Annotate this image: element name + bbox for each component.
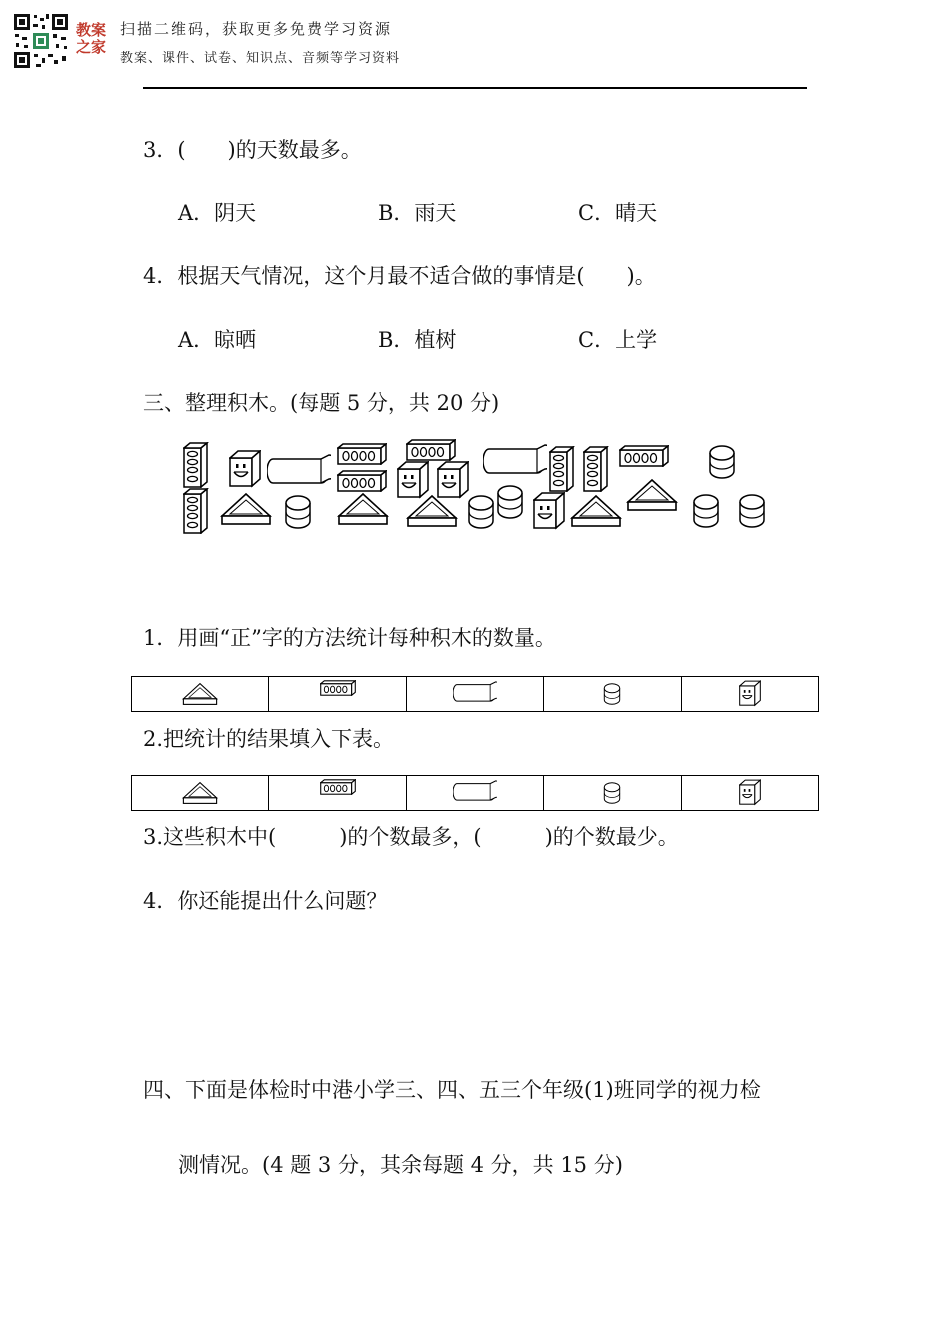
logo-line-2: 之家 <box>76 37 107 56</box>
brick-block-icon <box>184 489 207 533</box>
question-4-option-a: A．晾晒 <box>178 328 257 352</box>
result-cell-smiley-cube[interactable] <box>681 776 818 811</box>
smiley-cube-block-icon <box>738 779 762 807</box>
question-3-stem: 3．( )的天数最多。 <box>143 138 362 162</box>
cylinder-block-icon <box>710 446 734 478</box>
brick-block-icon <box>319 779 357 797</box>
triangle-prism-block-icon <box>222 494 270 524</box>
half-cylinder-block-icon <box>452 780 498 802</box>
brick-block-icon <box>584 447 607 491</box>
result-table <box>131 775 819 811</box>
triangle-prism-block-icon <box>572 496 620 526</box>
result-cell-half-cylinder[interactable] <box>406 776 543 811</box>
brick-block-icon <box>319 680 357 698</box>
question-3-option-b: B．雨天 <box>378 201 457 225</box>
half-cylinder-block-icon <box>483 445 553 473</box>
tally-cell-half-cylinder[interactable] <box>406 677 543 712</box>
tally-cell-brick[interactable] <box>269 677 406 712</box>
brick-block-icon <box>550 447 573 491</box>
brick-block-icon <box>338 471 386 491</box>
triangle-prism-block-icon <box>628 480 676 510</box>
section-3-question-1: 1．用画“正”字的方法统计每种积木的数量。 <box>143 626 556 650</box>
result-table-row <box>132 776 819 811</box>
cylinder-block-icon <box>602 780 622 806</box>
tally-cell-smiley-cube[interactable] <box>681 677 818 712</box>
tally-cell-triangle[interactable] <box>132 677 269 712</box>
triangle-prism-block-icon <box>181 682 219 706</box>
site-logo <box>76 22 106 55</box>
half-cylinder-block-icon <box>267 455 337 483</box>
section-4-title-line-1: 四、下面是体检时中港小学三、四、五三个年级(1)班同学的视力检 <box>143 1078 761 1102</box>
question-3-option-c: C．晴天 <box>578 201 658 225</box>
result-cell-cylinder[interactable] <box>544 776 681 811</box>
qr-code <box>12 12 70 70</box>
cylinder-block-icon <box>740 495 764 527</box>
header-tagline-2: 教案、课件、试卷、知识点、音频等学习资料 <box>120 51 401 66</box>
section-3-question-3: 3.这些积木中( )的个数最多，( )的个数最少。 <box>143 825 679 849</box>
brick-block-icon <box>184 443 207 487</box>
blocks-illustration <box>180 436 780 536</box>
brick-block-icon <box>620 446 668 466</box>
tally-cell-cylinder[interactable] <box>544 677 681 712</box>
result-cell-triangle[interactable] <box>132 776 269 811</box>
smiley-cube-block-icon <box>438 462 468 497</box>
section-3-title: 三、整理积木。(每题 5 分，共 20 分) <box>143 391 500 415</box>
triangle-prism-block-icon <box>339 494 387 524</box>
question-4-option-c: C．上学 <box>578 328 658 352</box>
section-4-title-line-2: 测情况。(4 题 3 分，其余每题 4 分，共 15 分) <box>178 1153 623 1177</box>
header-divider <box>143 87 807 89</box>
tally-table-row <box>132 677 819 712</box>
cylinder-block-icon <box>498 486 522 518</box>
brick-block-icon <box>407 440 455 460</box>
cylinder-block-icon <box>602 681 622 707</box>
smiley-cube-block-icon <box>398 462 428 497</box>
header-tagline-1: 扫描二维码，获取更多免费学习资源 <box>120 20 393 38</box>
smiley-cube-block-icon <box>230 451 260 486</box>
smiley-cube-block-icon <box>738 680 762 708</box>
brick-block-icon <box>338 444 386 464</box>
logo-line-1: 教案 <box>76 21 107 39</box>
question-4-option-b: B．植树 <box>378 328 457 352</box>
cylinder-block-icon <box>286 496 310 528</box>
section-3-question-2: 2.把统计的结果填入下表。 <box>143 727 395 751</box>
tally-table <box>131 676 819 712</box>
half-cylinder-block-icon <box>452 681 498 703</box>
cylinder-block-icon <box>469 496 493 528</box>
smiley-cube-block-icon <box>534 493 564 528</box>
cylinder-block-icon <box>694 495 718 527</box>
question-4-stem: 4．根据天气情况，这个月最不适合做的事情是( )。 <box>143 264 656 288</box>
question-3-option-a: A．阴天 <box>178 201 257 225</box>
result-cell-brick[interactable] <box>269 776 406 811</box>
section-3-question-4: 4．你还能提出什么问题？ <box>143 889 388 913</box>
triangle-prism-block-icon <box>408 496 456 526</box>
triangle-prism-block-icon <box>181 781 219 805</box>
